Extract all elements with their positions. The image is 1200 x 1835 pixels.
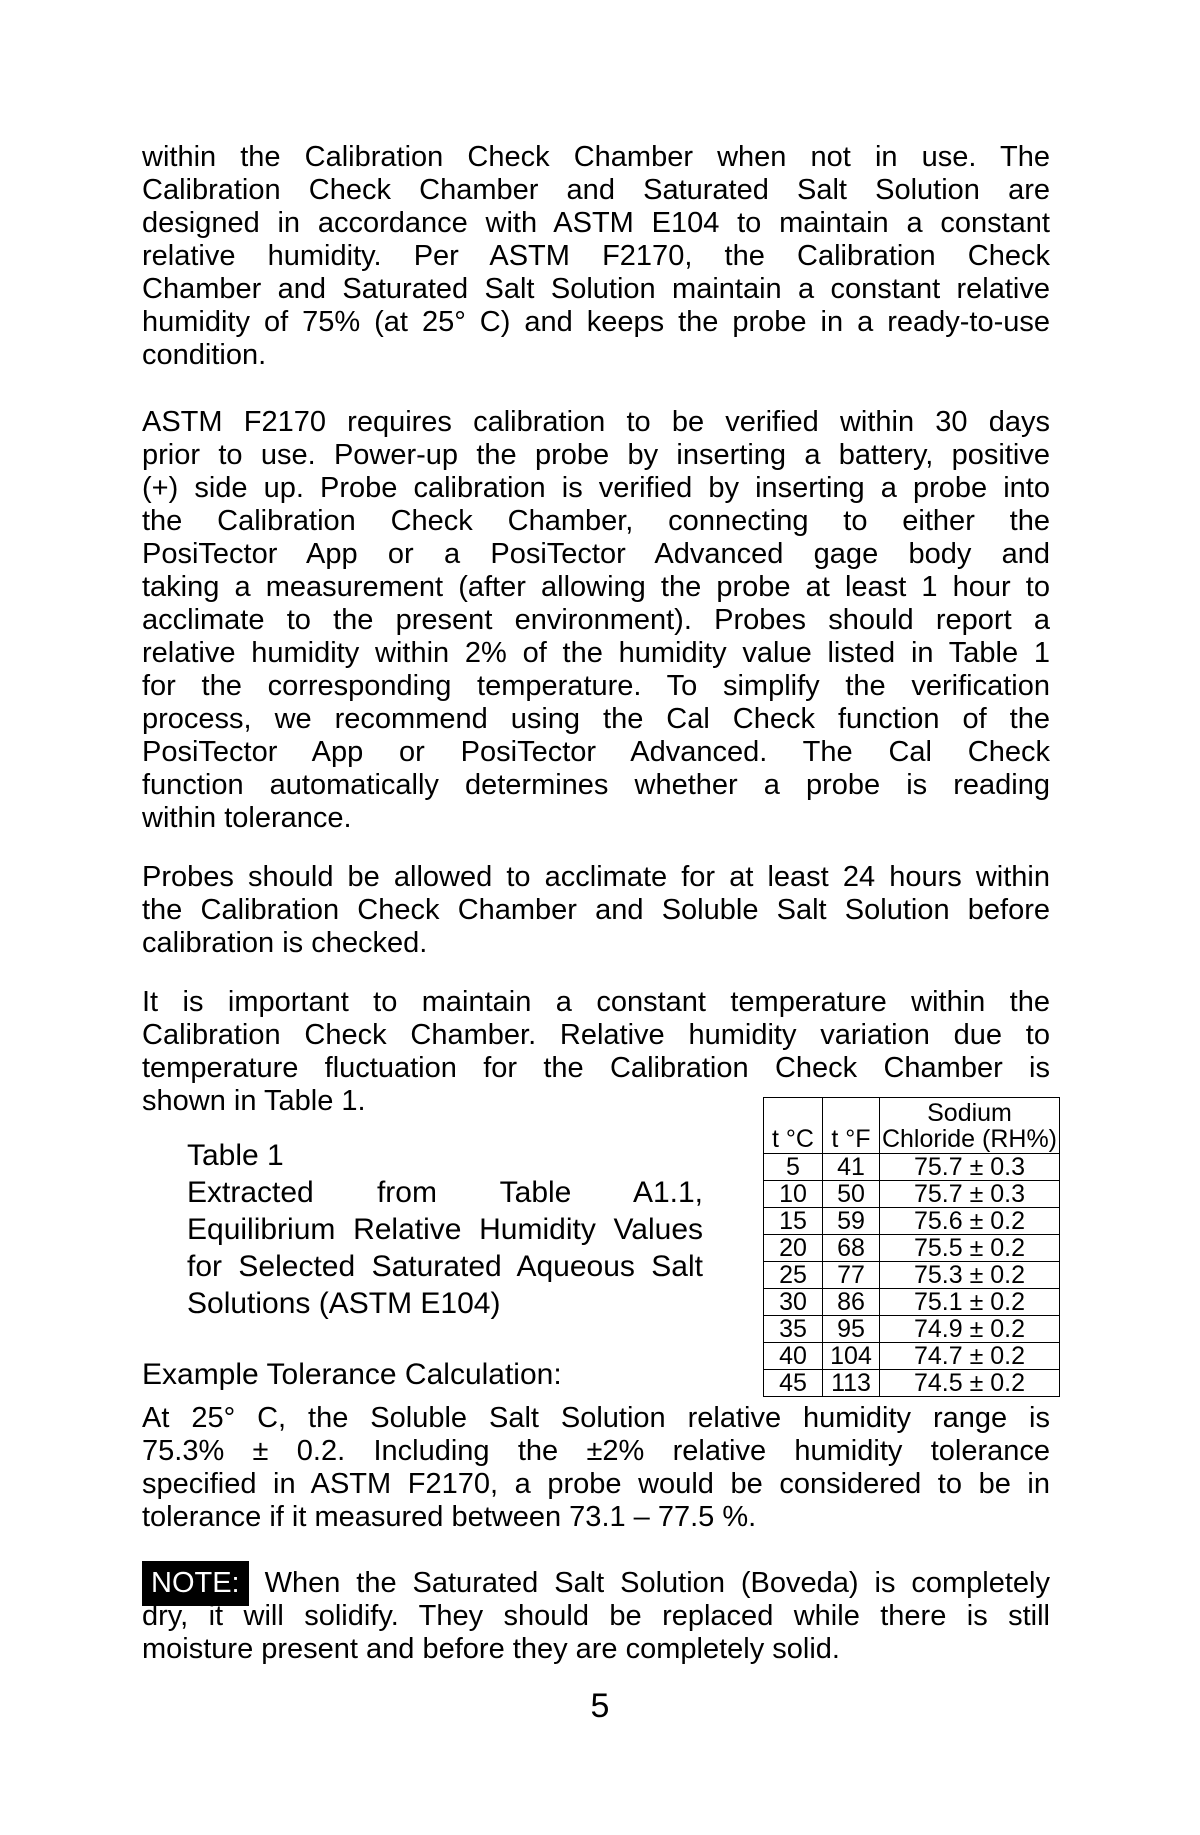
note-first-line-text: When the Saturated Salt Solution (Boveda) is completely — [264, 1567, 1050, 1599]
note-first-line — [142, 1567, 1050, 1600]
cell-f: 41 — [823, 1154, 880, 1181]
paragraph-acclimate-24-hours: Probes should be allowed to acclimate for at least 24 hours within the Calibration Check Chamber and Soluble Salt Solution before calibration is checked. — [142, 861, 1050, 959]
cell-f: 50 — [823, 1181, 880, 1208]
table1-caption-title: Table 1 — [187, 1139, 284, 1172]
cell-rh: 75.1 ± 0.2 — [880, 1289, 1060, 1316]
column-header-fahrenheit: t °F — [823, 1098, 880, 1154]
note-badge: NOTE: — [142, 1561, 249, 1606]
cell-c: 45 — [764, 1370, 823, 1397]
table1-caption — [187, 1137, 703, 1322]
cell-rh: 75.7 ± 0.3 — [880, 1154, 1060, 1181]
page-number: 5 — [590, 1687, 610, 1725]
table-row — [764, 1235, 1060, 1262]
cell-rh: 75.3 ± 0.2 — [880, 1262, 1060, 1289]
cell-f: 95 — [823, 1316, 880, 1343]
paragraph-constant-temperature: It is important to maintain a constant temperature within the Calibration Check Chamber. Relative humidity variation due to temperature fluctuation for the Calibration Check Chamber is shown in Table 1. — [142, 986, 1050, 1117]
table-row — [764, 1289, 1060, 1316]
cell-f: 104 — [823, 1343, 880, 1370]
table1-equilibrium-rh — [763, 1097, 1060, 1397]
cell-c: 10 — [764, 1181, 823, 1208]
cell-c: 25 — [764, 1262, 823, 1289]
note-block — [142, 1567, 1050, 1666]
cell-f: 68 — [823, 1235, 880, 1262]
cell-rh: 75.6 ± 0.2 — [880, 1208, 1060, 1235]
cell-c: 35 — [764, 1316, 823, 1343]
paragraph-calibration-verification: ASTM F2170 requires calibration to be verified within 30 days prior to use. Power-up the probe by inserting a battery, positive (+) side up. Probe calibration is verified by inserting a probe into the Calibration Check Chamber, connecting to either the PosiTector App or a PosiTector Advanced gage body and taking a measurement (after allowing the probe at least 1 hour to acclimate to the present environment). Probes should report a relative humidity within 2% of the humidity value listed in Table 1 for the corresponding temperature. To simplify the verification process, we recommend using the Cal Check function of the PosiTector App or PosiTector Advanced. The Cal Check function automatically determines whether a probe is reading within tolerance. — [142, 406, 1050, 834]
cell-rh: 74.7 ± 0.2 — [880, 1343, 1060, 1370]
table-row — [764, 1316, 1060, 1343]
cell-rh: 75.5 ± 0.2 — [880, 1235, 1060, 1262]
table-header-row — [764, 1098, 1060, 1154]
table-row — [764, 1262, 1060, 1289]
cell-c: 40 — [764, 1343, 823, 1370]
cell-rh: 74.9 ± 0.2 — [880, 1316, 1060, 1343]
cell-rh: 75.7 ± 0.3 — [880, 1181, 1060, 1208]
cell-f: 59 — [823, 1208, 880, 1235]
table1-caption-text: Extracted from Table A1.1, Equilibrium Relative Humidity Values for Selected Saturated Aqueous Salt Solutions (ASTM E104) — [187, 1176, 703, 1320]
column-header-celsius: t °C — [764, 1098, 823, 1154]
cell-c: 30 — [764, 1289, 823, 1316]
paragraph-storage-chamber: within the Calibration Check Chamber when not in use. The Calibration Check Chamber and Saturated Salt Solution are designed in accordance with ASTM E104 to maintain a constant relative humidity. Per ASTM F2170, the Calibration Check Chamber and Saturated Salt Solution maintain a constant relative humidity of 75% (at 25° C) and keeps the probe in a ready-to-use condition. — [142, 141, 1050, 371]
column-header-sodium-chloride: Sodium Chloride (RH%) — [880, 1098, 1060, 1154]
cell-f: 77 — [823, 1262, 880, 1289]
table-row — [764, 1181, 1060, 1208]
cell-rh: 74.5 ± 0.2 — [880, 1370, 1060, 1397]
cell-c: 20 — [764, 1235, 823, 1262]
cell-f: 86 — [823, 1289, 880, 1316]
cell-c: 5 — [764, 1154, 823, 1181]
table-row — [764, 1208, 1060, 1235]
cell-c: 15 — [764, 1208, 823, 1235]
paragraph-example-calculation: At 25° C, the Soluble Salt Solution relative humidity range is 75.3% ± 0.2. Including the ±2% relative humidity tolerance specified in ASTM F2170, a probe would be considered to be in tolerance if it measured between 73.1 – 77.5 %. — [142, 1402, 1050, 1533]
note-rest-lines: dry, it will solidify. They should be replaced while there is still moisture present and before they are completely solid. — [142, 1600, 1050, 1665]
example-calculation-heading: Example Tolerance Calculation: — [142, 1358, 562, 1391]
table-row — [764, 1154, 1060, 1181]
cell-f: 113 — [823, 1370, 880, 1397]
